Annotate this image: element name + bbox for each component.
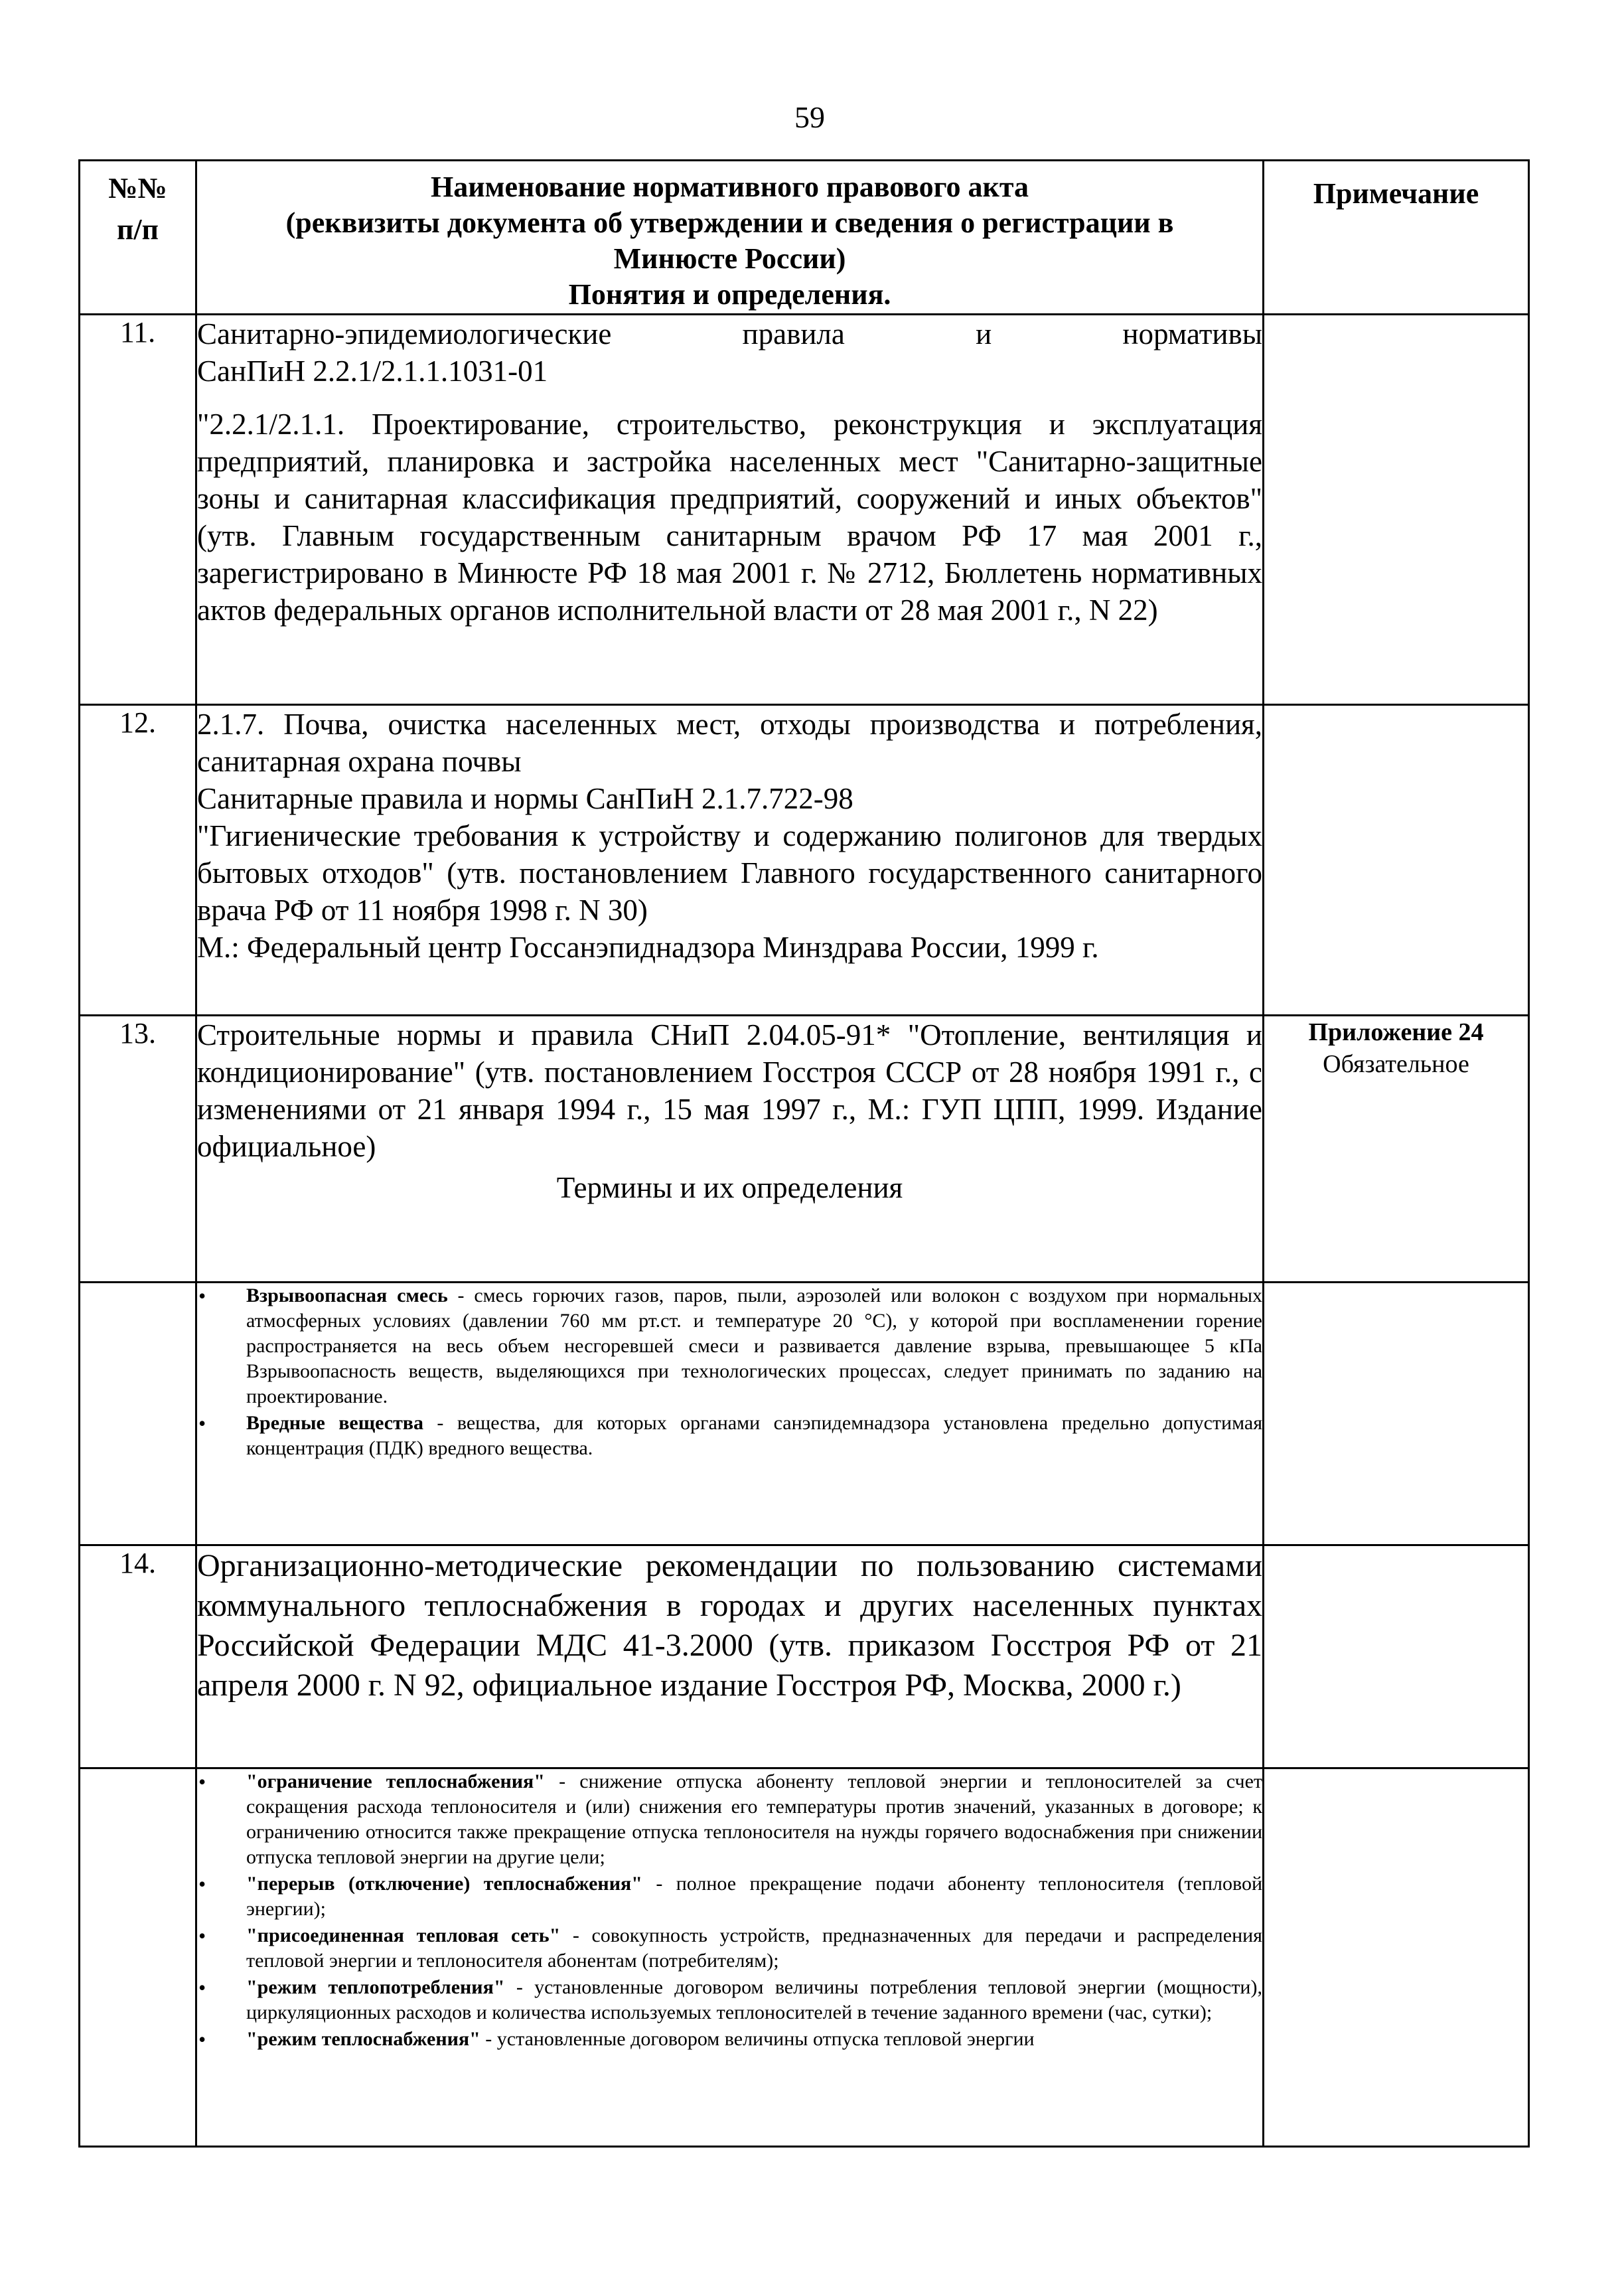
bullet-icon: • xyxy=(198,1284,206,1308)
definition-text: - установленные договором величины отпуска тепловой энергии xyxy=(480,2028,1035,2050)
row-14-content xyxy=(196,1545,1264,1768)
table-row-13 xyxy=(80,1016,1529,1283)
list-item xyxy=(197,1411,1262,1461)
definition-term: "режим теплопотребления" xyxy=(246,1976,505,1998)
row-11-line-2: СанПиН 2.2.1/2.1.1.1031-01 xyxy=(197,354,548,388)
definition-term: Взрывоопасная смесь xyxy=(246,1285,448,1306)
row-14-line-1: Организационно-методические рекомендации по пользованию системами коммунального теплоснабжения в городах и других населенных пунктах Российской Федерации МДС 41-3.2000 (утв. приказом Госстроя РФ от 21 апреля 2000 г. N 92, официальное издание Госстроя РФ, Москва, 2000 г.) xyxy=(197,1548,1262,1703)
row-11-line-3: "2.2.1/2.1.1. Проектирование, строительство, реконструкция и эксплуатация предприятий, планировка и застройка населенных мест "Санитарно-защитные зоны и санитарная классификация предприятий, сооружений и иных объектов" (утв. Главным государственным санитарным врачом РФ 17 мая 2001 г., зарегистрировано в Минюсте РФ 18 мая 2001 г. № 2712, Бюллетень нормативных актов федеральных органов исполнительной власти от 28 мая 2001 г., N 22) xyxy=(197,408,1262,627)
header-name-line-2: (реквизиты документа об утверждении и сведения о регистрации в xyxy=(285,206,1174,239)
definition-term: "режим теплоснабжения" xyxy=(246,2028,480,2050)
bullet-icon: • xyxy=(198,1770,206,1794)
row-11-content xyxy=(196,315,1264,705)
definition-term: Вредные вещества xyxy=(246,1412,424,1434)
list-item xyxy=(197,2027,1262,2052)
row-14-note xyxy=(1264,1545,1529,1768)
definition-text: - смесь горючих газов, паров, пыли, аэрозолей или волокон с воздухом при нормальных атмосферных условиях (давлении 760 мм рт.ст. и температуре 20 °С), у которой при воспламенении горение распространяется на весь объем несгоревшей смеси и развивается давление взрыва, превышающее 5 кПа Взрывоопасность веществ, выделяющихся при технологических процессах, следует принимать по заданию на проектирование. xyxy=(246,1285,1262,1407)
row-12-line-2: Санитарные правила и нормы СанПиН 2.1.7.722-98 xyxy=(197,782,853,815)
definition-term: "присоединенная тепловая сеть" xyxy=(246,1924,561,1946)
bullet-icon: • xyxy=(198,1924,206,1948)
row-12-line-4: М.: Федеральный центр Госсанэпиднадзора Минздрава России, 1999 г. xyxy=(197,931,1099,964)
row-12-content xyxy=(196,705,1264,1016)
row-13-definitions-content xyxy=(196,1283,1264,1545)
header-name-cell xyxy=(196,161,1264,315)
header-number-cell xyxy=(80,161,196,315)
table-row-11 xyxy=(80,315,1529,705)
list-item xyxy=(197,1975,1262,2025)
definition-text: - установленные договором величины потребления тепловой энергии (мощности), циркуляционных расходов и количества используемых теплоносителей в течение заданного времени (час, сутки); xyxy=(246,1976,1262,2023)
row-13-content xyxy=(196,1016,1264,1283)
definition-text: - совокупность устройств, предназначенных для передачи и распределения тепловой энергии и теплоносителя абонентам (потребителям); xyxy=(246,1924,1262,1972)
appendix-status: Обязательное xyxy=(1323,1050,1469,1078)
table-row-13-definitions xyxy=(80,1283,1529,1545)
row-12-note xyxy=(1264,705,1529,1016)
row-13-line-2: Термины и их определения xyxy=(556,1171,903,1204)
list-item xyxy=(197,1769,1262,1870)
table-row-14-definitions xyxy=(80,1768,1529,2147)
header-note-cell: Примечание xyxy=(1264,161,1529,315)
row-11-note xyxy=(1264,315,1529,705)
row-number: 14. xyxy=(80,1545,196,1768)
row-13-note xyxy=(1264,1016,1529,1283)
definition-list xyxy=(197,1769,1262,2052)
appendix-title: Приложение 24 xyxy=(1308,1018,1484,1046)
bullet-icon: • xyxy=(198,1976,206,1999)
definition-text: - снижение отпуска абоненту тепловой энергии и теплоносителей за счет сокращения расхода теплоносителя и (или) снижения его температуры против значений, указанных в договоре; к ограничению относится также прекращение отпуска теплоносителя на нужды горячего водоснабжения при снижении отпуска тепловой энергии на другие цели; xyxy=(246,1770,1262,1868)
regulations-table xyxy=(78,159,1530,2148)
list-item xyxy=(197,1283,1262,1409)
list-item xyxy=(197,1923,1262,1974)
row-14-definitions-note xyxy=(1264,1768,1529,2147)
row-11-line-1: Санитарно-эпидемиологические правила и нормативы xyxy=(197,317,1262,351)
table-row-14 xyxy=(80,1545,1529,1768)
row-number-empty xyxy=(80,1768,196,2147)
bullet-icon: • xyxy=(198,1872,206,1896)
table-header xyxy=(80,161,1529,315)
definition-text: - полное прекращение подачи абоненту теплоносителя (тепловой энергии); xyxy=(246,1873,1262,1920)
definition-term: "перерыв (отключение) теплоснабжения" xyxy=(246,1873,642,1895)
row-13-definitions-note xyxy=(1264,1283,1529,1545)
row-number: 12. xyxy=(80,705,196,1016)
row-number: 11. xyxy=(80,315,196,705)
header-name-line-1: Наименование нормативного правового акта xyxy=(430,171,1029,203)
row-12-line-1: 2.1.7. Почва, очистка населенных мест, отходы производства и потребления, санитарная охрана почвы xyxy=(197,708,1262,778)
page-number: 59 xyxy=(794,100,825,134)
row-number: 13. xyxy=(80,1016,196,1283)
row-14-definitions-content xyxy=(196,1768,1264,2147)
header-name-line-4: Понятия и определения. xyxy=(568,278,891,311)
row-13-line-1: Строительные нормы и правила СНиП 2.04.05-91* "Отопление, вентиляция и кондиционирование" (утв. постановлением Госстроя СССР от 28 ноября 1991 г., с изменениями от 21 января 1994 г., 15 мая 1997 г., М.: ГУП ЦПП, 1999. Издание официальное) xyxy=(197,1018,1262,1163)
bullet-icon: • xyxy=(198,1411,206,1435)
definition-term: "ограничение теплоснабжения" xyxy=(246,1770,545,1792)
row-12-line-3: "Гигиенические требования к устройству и содержанию полигонов для твердых бытовых отходов" (утв. постановлением Главного государственного санитарного врача РФ от 11 ноября 1998 г. N 30) xyxy=(197,819,1262,927)
header-number-line-2: п/п xyxy=(117,213,159,246)
definition-list xyxy=(197,1283,1262,1461)
row-number-empty xyxy=(80,1283,196,1545)
definition-text: - вещества, для которых органами санэпидемнадзора установлена предельно допустимая концентрация (ПДК) вредного вещества. xyxy=(246,1412,1262,1459)
bullet-icon: • xyxy=(198,2027,206,2051)
header-name-line-3: Минюсте России) xyxy=(613,242,846,275)
table-row-12 xyxy=(80,705,1529,1016)
list-item xyxy=(197,1871,1262,1922)
header-number-line-1: №№ xyxy=(108,172,167,204)
